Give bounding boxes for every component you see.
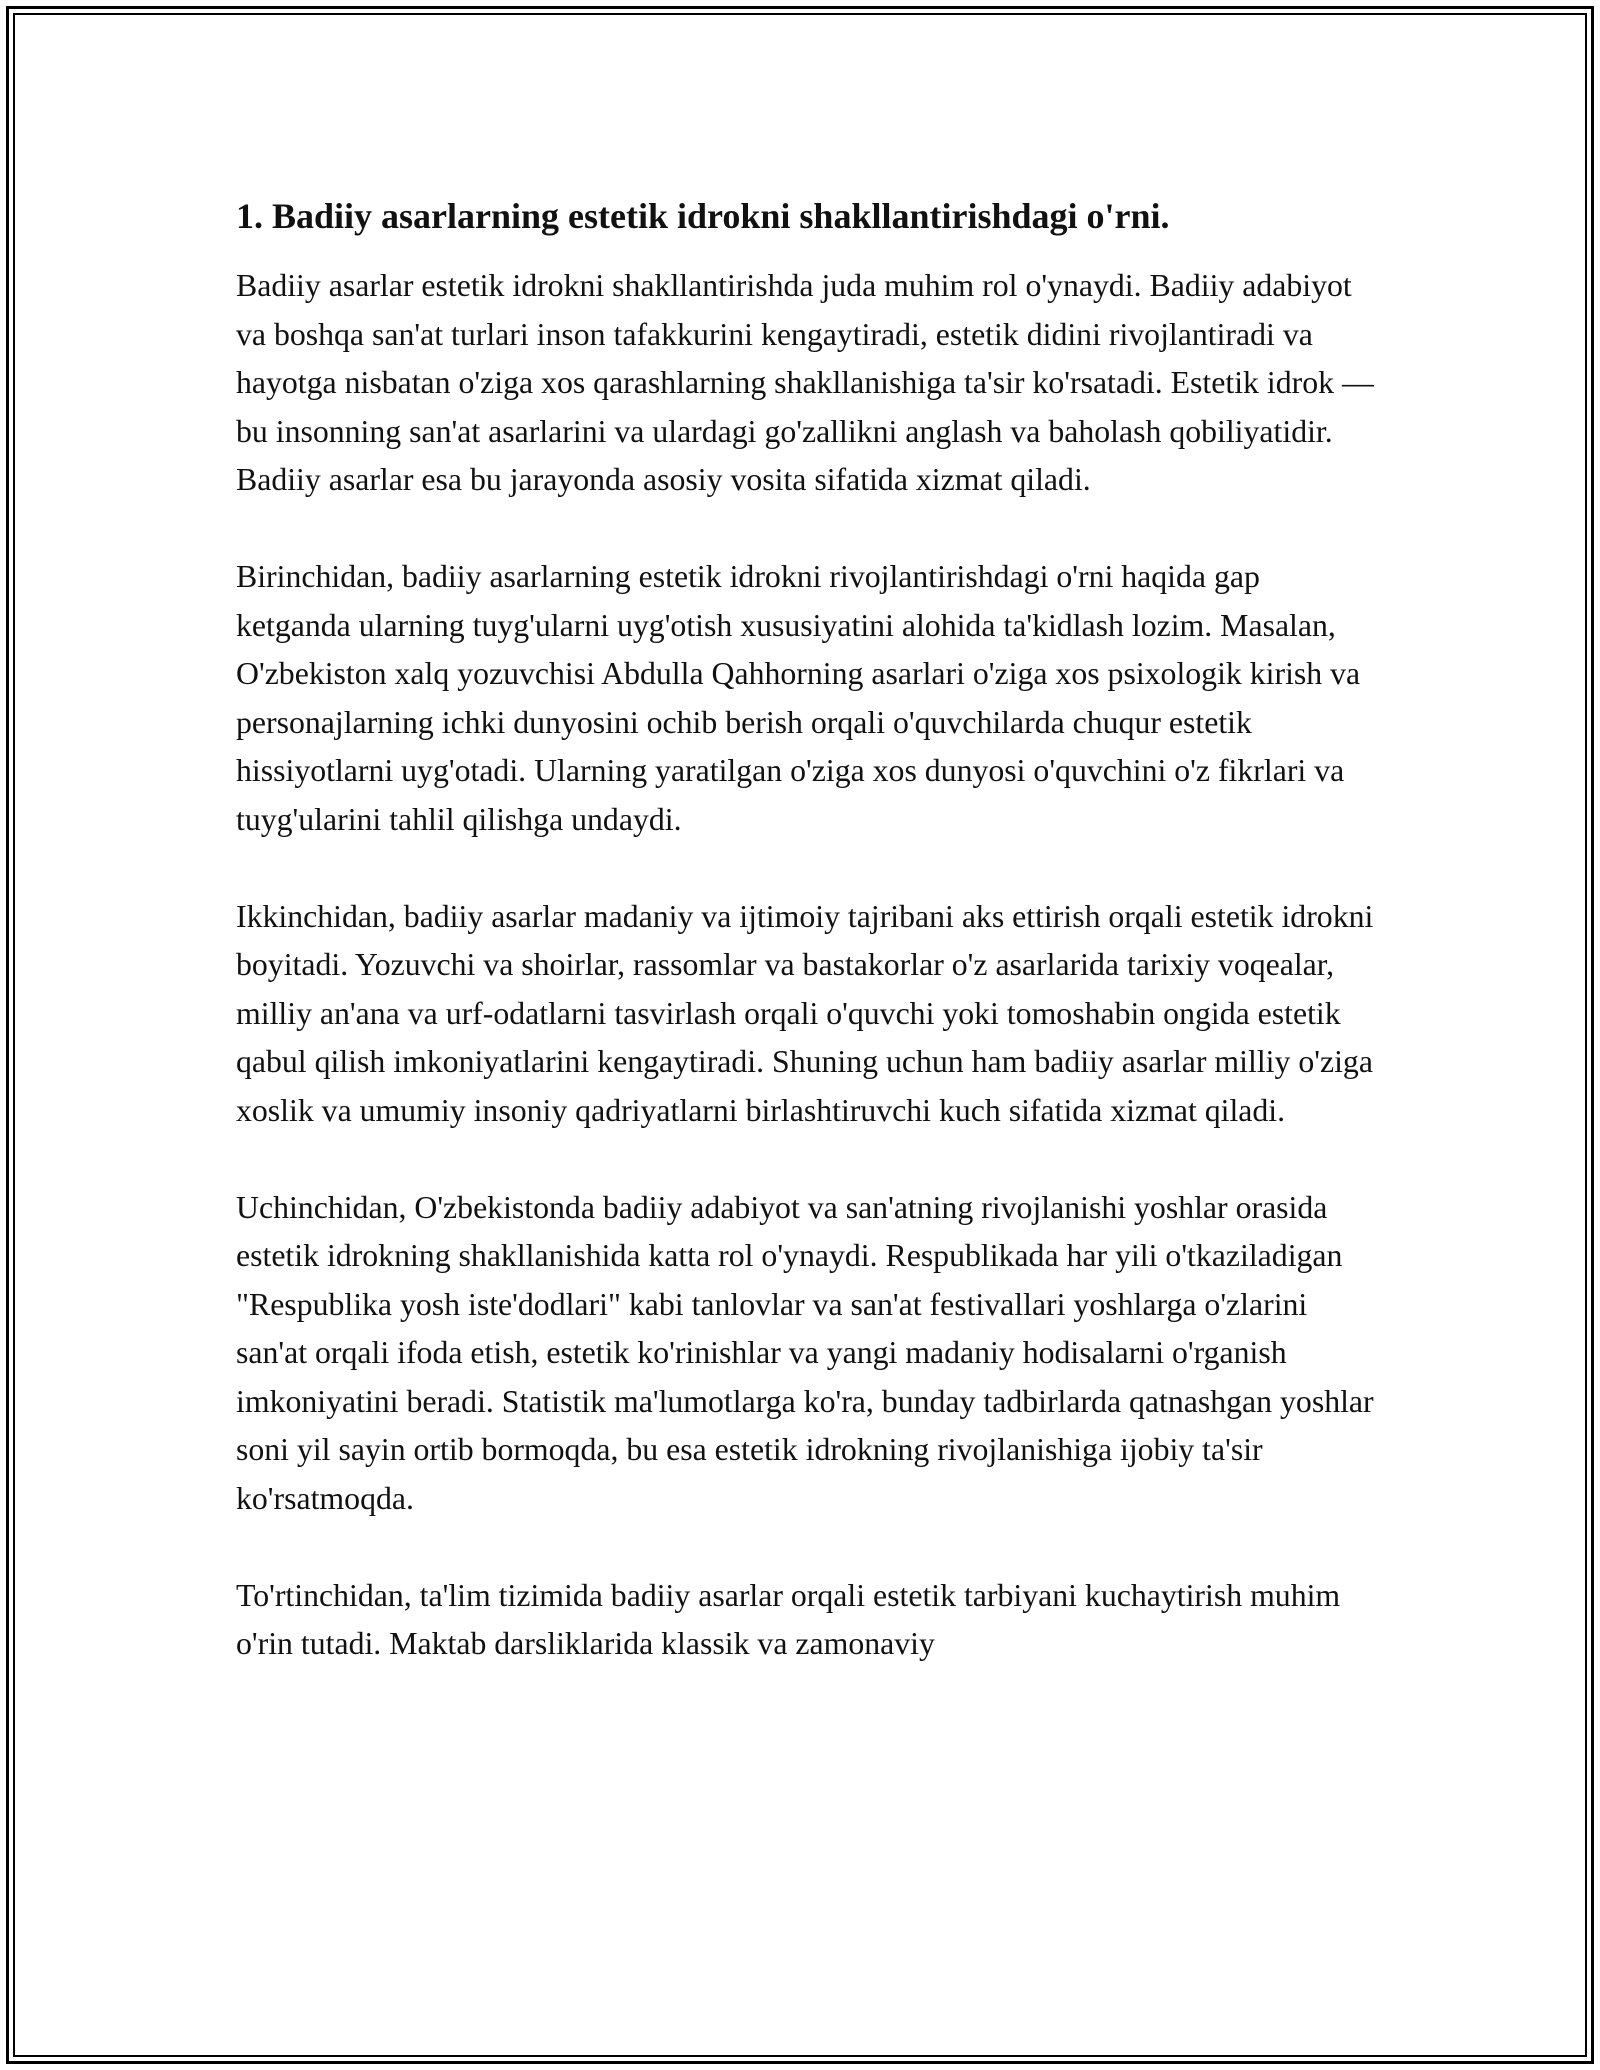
paragraph-second-point: Ikkinchidan, badiiy asarlar madaniy va ijtimoiy tajribani aks ettirish orqali estetik idrokni boyitadi. Yozuvchi va shoirlar, rassomlar va bastakorlar o'z asarlarida tarixiy voqealar, milliy an'ana va urf-odatlarni tasvirlash orqali o'quvchi yoki tomoshabin ongida estetik qabul qilish imkoniyatlarini kengaytiradi. Shuning uchun ham badiiy asarlar milliy o'ziga xoslik va umumiy insoniy qadriyatlarni birlashtiruvchi kuch sifatida xizmat qiladi. [236, 898, 1374, 1128]
paragraph-third-point: Uchinchidan, O'zbekistonda badiiy adabiyot va san'atning rivojlanishi yoshlar orasida estetik idrokning shakllanishida katta rol o'ynaydi. Respublikada har yili o'tkaziladigan "Respublika yosh iste'dodlari" kabi tanlovlar va san'at festivallari yoshlarga o'zlarini san'at orqali ifoda etish, estetik ko'rinishlar va yangi madaniy hodisalarni o'rganish imkoniyatini beradi. Statistik ma'lumotlarga ko'ra, bunday tadbirlarda qatnashgan yoshlar soni yil sayin ortib bormoqda, bu esa estetik idrokning rivojlanishiga ijobiy ta'sir ko'rsatmoqda. [236, 1189, 1374, 1517]
paragraph-first-point: Birinchidan, badiiy asarlarning estetik idrokni rivojlantirishdagi o'rni haqida gap ketganda ularning tuyg'ularni uyg'otish xususiyatini alohida ta'kidlash lozim. Masalan, O'zbekiston xalq yozuvchisi Abdulla Qahhorning asarlari o'ziga xos psixologik kirish va personajlarning ichki dunyosini ochib berish orqali o'quvchilarda chuqur estetik hissiyotlarni uyg'otadi. Ularning yaratilgan o'ziga xos dunyosi o'quvchini o'z fikrlari va tuyg'ularini tahlil qilishga undaydi. [236, 558, 1361, 837]
paragraph-fourth-point: To'rtinchidan, ta'lim tizimida badiiy asarlar orqali estetik tarbiyani kuchaytirish muhim o'rin tutadi. Maktab darsliklarida klassik va zamonaviy [236, 1577, 1341, 1662]
paragraph-intro: Badiiy asarlar estetik idrokni shakllantirishda juda muhim rol o'ynaydi. Badiiy adabiyot va boshqa san'at turlari inson tafakkurini kengaytiradi, estetik didini rivojlantiradi va hayotga nisbatan o'ziga xos qarashlarning shakllanishiga ta'sir ko'rsatadi. Estetik idrok — bu insonning san'at asarlarini va ulardagi go'zallikni anglash va baholash qobiliyatidir. Badiiy asarlar esa bu jarayonda asosiy vosita sifatida xizmat qiladi. [236, 268, 1374, 498]
section-heading: 1. Badiiy asarlarning estetik idrokni shakllantirishdagi o'rni. [236, 196, 1170, 236]
document-body [236, 190, 1376, 1717]
